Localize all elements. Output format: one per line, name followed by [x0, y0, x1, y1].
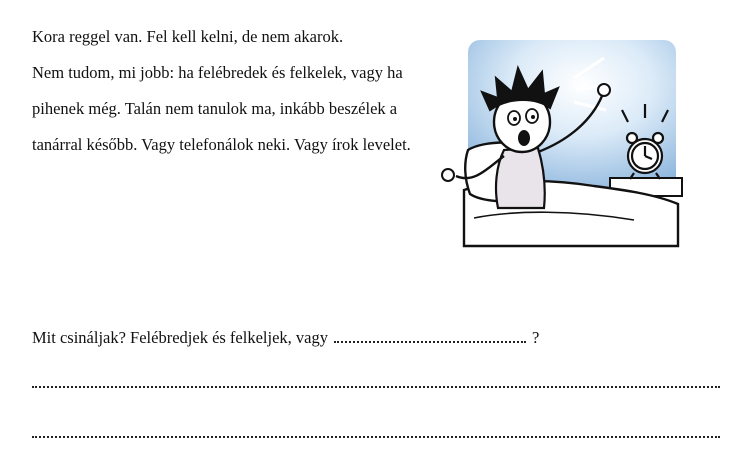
boy-waking-up-alarm-clock-icon [434, 38, 684, 250]
story-text [32, 19, 422, 163]
answer-line-1[interactable] [32, 386, 720, 388]
question-text: Mit csináljak? Felébredjek és felkeljek, vagy [32, 328, 328, 347]
inline-answer-blank[interactable] [334, 327, 526, 343]
question-line [32, 320, 722, 356]
answer-line-2[interactable] [32, 436, 720, 438]
story-paragraph-1: Kora reggel van. Fel kell kelni, de nem akarok. [32, 27, 344, 46]
story-paragraph-2: Nem tudom, mi jobb: ha felébredek és felkelek, vagy ha pihenek még. Talán nem tanulok ma, inkább beszélek a tanárral később. Vagy telefonálok neki. Vagy írok levelet. [32, 63, 411, 154]
question-mark: ? [531, 328, 540, 347]
